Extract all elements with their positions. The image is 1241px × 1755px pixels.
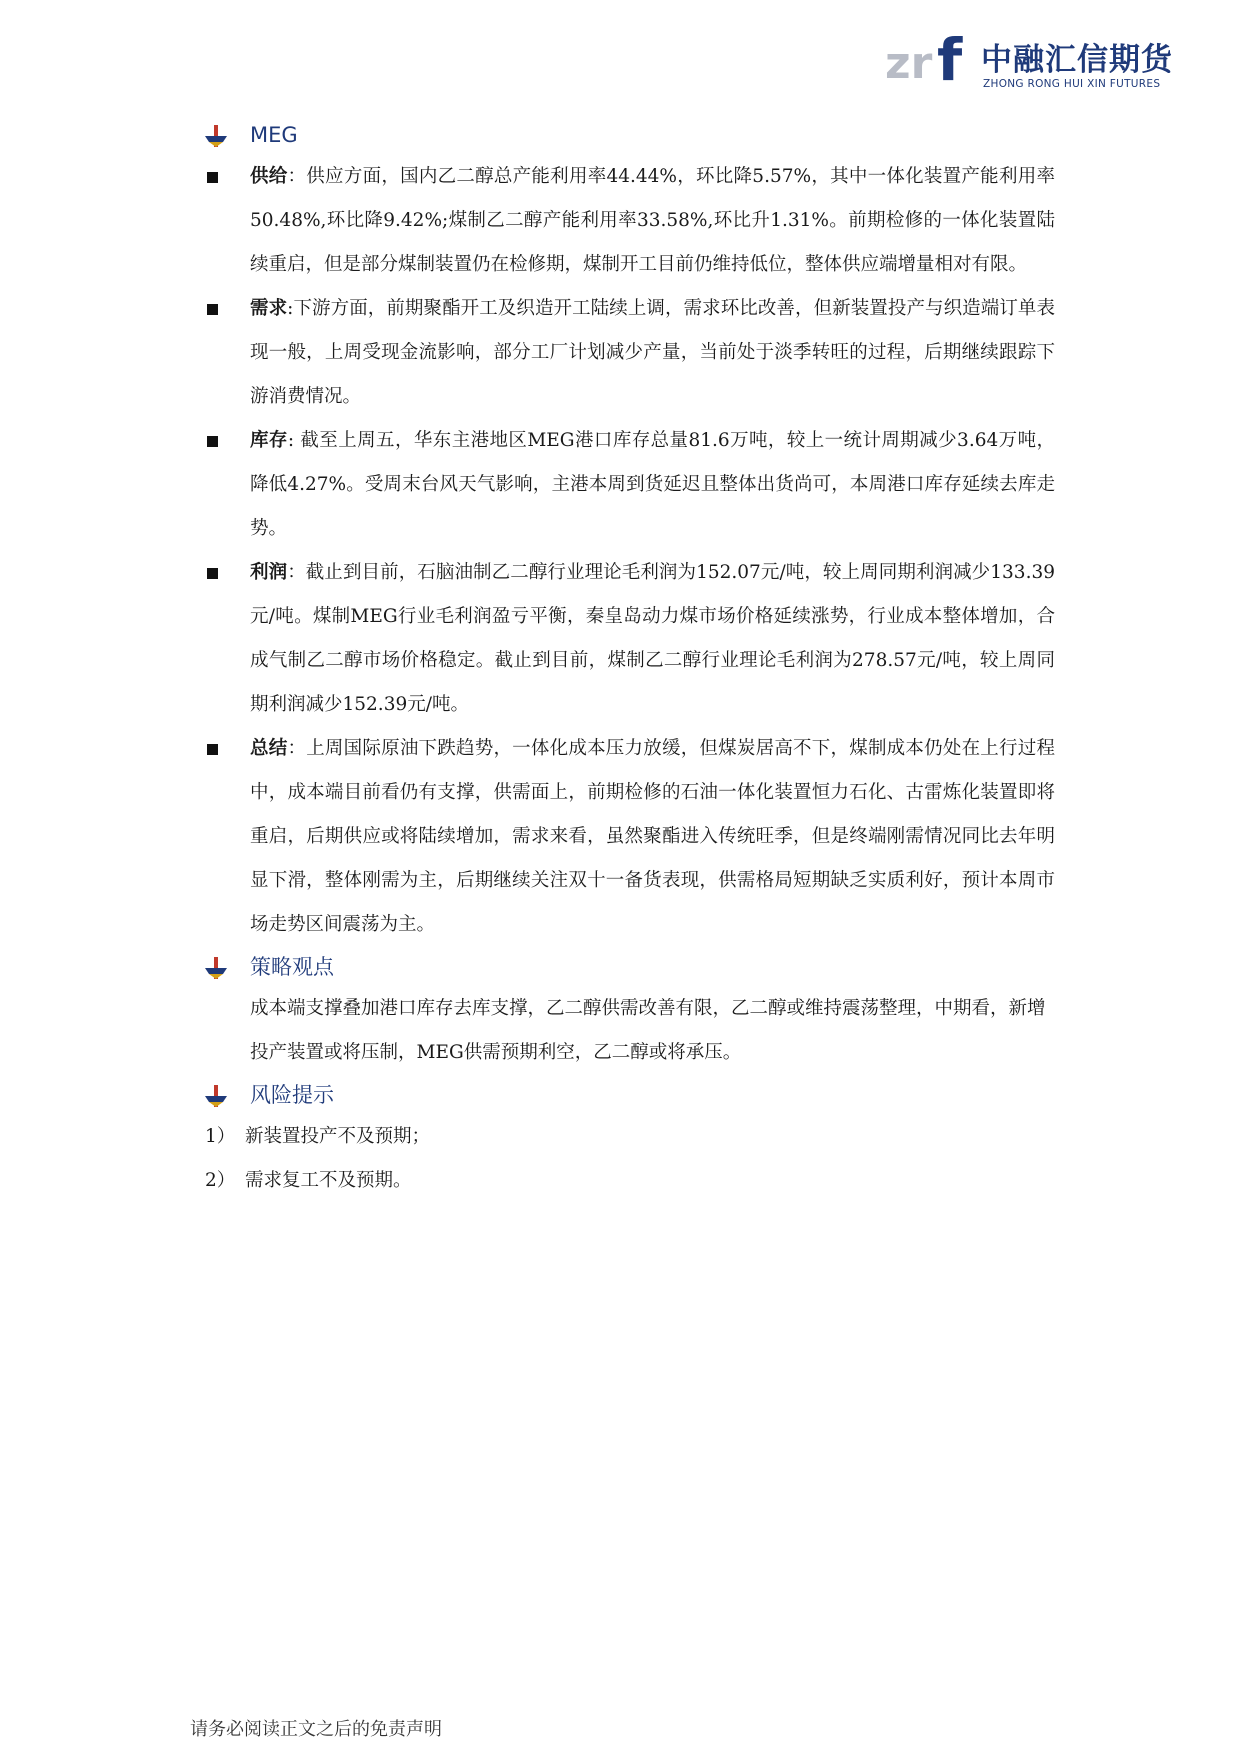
risk-item <box>205 1159 1055 1203</box>
arrow-marker-icon <box>205 957 227 979</box>
bullet-sep: ： <box>287 166 307 187</box>
risk-text: 需求复工不及预期。 <box>245 1170 412 1191</box>
risk-number: 1） <box>205 1126 236 1147</box>
zrf-logo-icon <box>885 30 975 92</box>
risk-text: 新装置投产不及预期； <box>245 1126 431 1147</box>
section-heading-strategy <box>205 947 1055 987</box>
square-bullet-icon <box>207 304 218 315</box>
document-body <box>205 115 1055 1203</box>
bullet-demand <box>205 287 1055 419</box>
bullet-summary <box>205 727 1055 947</box>
svg-text:zr: zr <box>885 38 933 89</box>
bullet-sep: ： <box>287 738 307 759</box>
section-title: MEG <box>250 123 298 147</box>
bullet-sep: ： <box>287 562 306 583</box>
bullet-sep: : <box>287 298 294 319</box>
bullet-text: 截止到目前，石脑油制乙二醇行业理论毛利润为152.07元/吨，较上周同期利润减少133.39元/吨。煤制MEG行业毛利润盈亏平衡，秦皇岛动力煤市场价格延续涨势，行业成本整体增加，合成气制乙二醇市场价格稳定。截止到目前，煤制乙二醇行业理论毛利润为278.57元/吨，较上周同期利润减少152.39元/吨。 <box>250 562 1055 715</box>
arrow-marker-icon <box>205 125 227 147</box>
bullet-supply <box>205 155 1055 287</box>
square-bullet-icon <box>207 568 218 579</box>
disclaimer-footer: 请务必阅读正文之后的免责声明 <box>190 1719 442 1740</box>
bullet-lead: 利润 <box>250 562 288 583</box>
bullet-lead: 需求 <box>250 298 288 319</box>
bullet-lead: 总结 <box>250 738 288 759</box>
company-logo <box>885 30 1185 92</box>
bullet-sep: : <box>287 430 301 451</box>
risk-item <box>205 1115 1055 1159</box>
bullet-text: 上周国际原油下跌趋势，一体化成本压力放缓，但煤炭居高不下，煤制成本仍处在上行过程中，成本端目前看仍有支撑，供需面上，前期检修的石油一体化装置恒力石化、古雷炼化装置即将重启，后期供应或将陆续增加，需求来看，虽然聚酯进入传统旺季，但是终端刚需情况同比去年明显下滑，整体刚需为主，后期继续关注双十一备货表现，供需格局短期缺乏实质利好，预计本周市场走势区间震荡为主。 <box>250 738 1055 935</box>
bullet-lead: 库存 <box>250 430 288 451</box>
svg-text:f: f <box>937 30 963 92</box>
strategy-text: 成本端支撑叠加港口库存去库支撑，乙二醇供需改善有限，乙二醇或维持震荡整理，中期看，新增投产装置或将压制，MEG供需预期利空，乙二醇或将承压。 <box>250 998 1046 1063</box>
risk-number: 2） <box>205 1170 236 1191</box>
bullet-inventory <box>205 419 1055 551</box>
bullet-text: 截至上周五，华东主港地区MEG港口库存总量81.6万吨，较上一统计周期减少3.64万吨，降低4.27%。受周末台风天气影响，主港本周到货延迟且整体出货尚可，本周港口库存延续去库走势。 <box>250 430 1055 539</box>
bullet-profit <box>205 551 1055 727</box>
square-bullet-icon <box>207 172 218 183</box>
bullet-text: 下游方面，前期聚酯开工及织造开工陆续上调，需求环比改善，但新装置投产与织造端订单表现一般，上周受现金流影响，部分工厂计划减少产量，当前处于淡季转旺的过程，后期继续跟踪下游消费情况。 <box>250 298 1055 407</box>
bullet-text: 供应方面，国内乙二醇总产能利用率44.44%，环比降5.57%，其中一体化装置产能利用率50.48%,环比降9.42%;煤制乙二醇产能利用率33.58%,环比升1.31%。前期检修的一体化装置陆续重启，但是部分煤制装置仍在检修期，煤制开工目前仍维持低位，整体供应端增量相对有限。 <box>250 166 1055 275</box>
square-bullet-icon <box>207 436 218 447</box>
bullet-lead: 供给 <box>250 166 288 187</box>
section-title: 策略观点 <box>250 955 334 979</box>
square-bullet-icon <box>207 744 218 755</box>
arrow-marker-icon <box>205 1085 227 1107</box>
section-heading-risk <box>205 1075 1055 1115</box>
logo-name-en: ZHONG RONG HUI XIN FUTURES <box>983 78 1161 90</box>
logo-name-cn: 中融汇信期货 <box>981 42 1173 78</box>
section-heading-meg <box>205 115 1055 155</box>
section-title: 风险提示 <box>250 1083 334 1107</box>
